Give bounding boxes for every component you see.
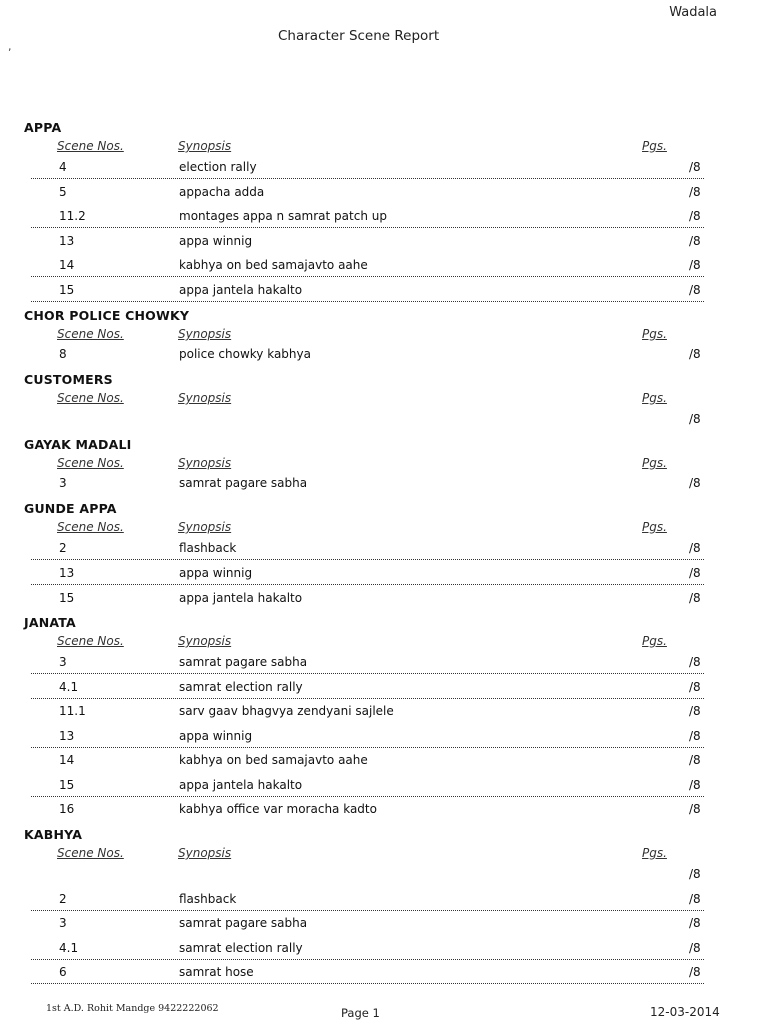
- pgs-header: Pgs.: [642, 327, 667, 341]
- scene-row: [0, 704, 768, 728]
- scene-nos-header: Scene Nos.: [57, 634, 124, 648]
- scene-row: [0, 476, 768, 500]
- scene-pages: /8: [689, 591, 701, 605]
- synopsis-header: Synopsis: [178, 327, 232, 341]
- scene-synopsis: samrat pagare sabha: [179, 655, 308, 669]
- scene-row: [0, 185, 768, 209]
- scene-nos-header: Scene Nos.: [57, 520, 124, 534]
- scene-pages: /8: [689, 541, 701, 555]
- scene-row: [0, 729, 768, 753]
- character-name: CUSTOMERS: [24, 372, 113, 387]
- scene-pages: /8: [689, 412, 701, 426]
- scene-synopsis: police chowky kabhya: [179, 347, 311, 361]
- scene-synopsis: election rally: [179, 160, 257, 174]
- scene-synopsis: samrat election rally: [179, 941, 303, 955]
- scene-number: 15: [59, 283, 75, 297]
- scene-synopsis: appa jantela hakalto: [179, 283, 303, 297]
- synopsis-header: Synopsis: [178, 520, 232, 534]
- scene-pages: /8: [689, 941, 701, 955]
- character-name: JANATA: [24, 615, 76, 630]
- company-name: Wadala: [669, 5, 717, 20]
- scene-number: 14: [59, 753, 75, 767]
- scene-number: 4.1: [59, 941, 79, 955]
- scene-number: 15: [59, 591, 75, 605]
- scene-synopsis: appa jantela hakalto: [179, 778, 303, 792]
- synopsis-header: Synopsis: [178, 139, 232, 153]
- scene-pages: /8: [689, 347, 701, 361]
- scene-row: [0, 258, 768, 282]
- scene-row: [0, 778, 768, 802]
- scene-row: [0, 680, 768, 704]
- scene-synopsis: kabhya office var moracha kadto: [179, 802, 377, 816]
- scene-number: 13: [59, 234, 75, 248]
- scene-pages: /8: [689, 185, 701, 199]
- scene-nos-header: Scene Nos.: [57, 391, 124, 405]
- scene-row: [0, 566, 768, 590]
- scene-number: 2: [59, 892, 67, 906]
- scene-pages: /8: [689, 655, 701, 669]
- scene-pages: /8: [689, 704, 701, 718]
- pgs-header: Pgs.: [642, 520, 667, 534]
- scene-row: [0, 916, 768, 940]
- scene-row: [0, 941, 768, 965]
- scene-number: 11.1: [59, 704, 86, 718]
- scene-row: [0, 965, 768, 989]
- stray-mark: ,: [8, 40, 12, 53]
- scene-pages: /8: [689, 729, 701, 743]
- scene-synopsis: samrat pagare sabha: [179, 476, 308, 490]
- synopsis-header: Synopsis: [178, 634, 232, 648]
- scene-row: [0, 209, 768, 233]
- scene-synopsis: kabhya on bed samajavto aahe: [179, 753, 368, 767]
- scene-number: 5: [59, 185, 67, 199]
- character-name: GUNDE APPA: [24, 501, 117, 516]
- scene-pages: /8: [689, 892, 701, 906]
- scene-pages: /8: [689, 680, 701, 694]
- scene-number: 15: [59, 778, 75, 792]
- scene-pages: /8: [689, 566, 701, 580]
- footer-assistant-director: 1st A.D. Rohit Mandge 9422222062: [46, 1003, 219, 1014]
- scene-synopsis: sarv gaav bhagvya zendyani sajlele: [179, 704, 394, 718]
- scene-synopsis: appa jantela hakalto: [179, 591, 303, 605]
- scene-number: 3: [59, 655, 67, 669]
- scene-synopsis: appacha adda: [179, 185, 265, 199]
- synopsis-header: Synopsis: [178, 391, 232, 405]
- footer-date: 12-03-2014: [650, 1005, 720, 1019]
- character-name: APPA: [24, 120, 62, 135]
- scene-row: [0, 234, 768, 258]
- scene-number: 3: [59, 916, 67, 930]
- scene-synopsis: montages appa n samrat patch up: [179, 209, 387, 223]
- scene-synopsis: appa winnig: [179, 234, 253, 248]
- pgs-header: Pgs.: [642, 139, 667, 153]
- scene-row: [0, 160, 768, 184]
- synopsis-header: Synopsis: [178, 456, 232, 470]
- scene-pages: /8: [689, 258, 701, 272]
- scene-nos-header: Scene Nos.: [57, 846, 124, 860]
- scene-nos-header: Scene Nos.: [57, 327, 124, 341]
- scene-synopsis: appa winnig: [179, 729, 253, 743]
- pgs-header: Pgs.: [642, 846, 667, 860]
- scene-pages: /8: [689, 965, 701, 979]
- scene-synopsis: samrat election rally: [179, 680, 303, 694]
- scene-number: 16: [59, 802, 75, 816]
- pgs-header: Pgs.: [642, 634, 667, 648]
- scene-pages: /8: [689, 916, 701, 930]
- scene-number: 4: [59, 160, 67, 174]
- scene-number: 6: [59, 965, 67, 979]
- scene-synopsis: kabhya on bed samajavto aahe: [179, 258, 368, 272]
- pgs-header: Pgs.: [642, 456, 667, 470]
- scene-number: 2: [59, 541, 67, 555]
- scene-row: [0, 283, 768, 307]
- scene-row: [0, 655, 768, 679]
- scene-pages: /8: [689, 283, 701, 297]
- scene-nos-header: Scene Nos.: [57, 139, 124, 153]
- scene-synopsis: appa winnig: [179, 566, 253, 580]
- scene-number: 4.1: [59, 680, 79, 694]
- scene-number: 14: [59, 258, 75, 272]
- scene-pages: /8: [689, 234, 701, 248]
- scene-row: [0, 892, 768, 916]
- scene-pages: /8: [689, 209, 701, 223]
- scene-row: [0, 541, 768, 565]
- scene-row: [0, 753, 768, 777]
- scene-synopsis: samrat hose: [179, 965, 254, 979]
- scene-pages: /8: [689, 778, 701, 792]
- scene-pages: /8: [689, 753, 701, 767]
- scene-pages: /8: [689, 476, 701, 490]
- character-name: CHOR POLICE CHOWKY: [24, 308, 190, 323]
- scene-number: 8: [59, 347, 67, 361]
- footer-page-number: Page 1: [341, 1006, 380, 1020]
- character-name: KABHYA: [24, 827, 83, 842]
- scene-row: [0, 412, 768, 436]
- scene-pages: /8: [689, 160, 701, 174]
- scene-pages: /8: [689, 802, 701, 816]
- scene-nos-header: Scene Nos.: [57, 456, 124, 470]
- scene-number: 13: [59, 566, 75, 580]
- scene-row: [0, 591, 768, 615]
- scene-row: [0, 347, 768, 371]
- scene-synopsis: samrat pagare sabha: [179, 916, 308, 930]
- character-name: GAYAK MADALI: [24, 437, 132, 452]
- report-title: Character Scene Report: [278, 28, 440, 44]
- scene-row: [0, 867, 768, 891]
- scene-row: [0, 802, 768, 826]
- scene-synopsis: flashback: [179, 541, 237, 555]
- scene-number: 3: [59, 476, 67, 490]
- pgs-header: Pgs.: [642, 391, 667, 405]
- scene-number: 13: [59, 729, 75, 743]
- scene-pages: /8: [689, 867, 701, 881]
- scene-synopsis: flashback: [179, 892, 237, 906]
- synopsis-header: Synopsis: [178, 846, 232, 860]
- scene-number: 11.2: [59, 209, 86, 223]
